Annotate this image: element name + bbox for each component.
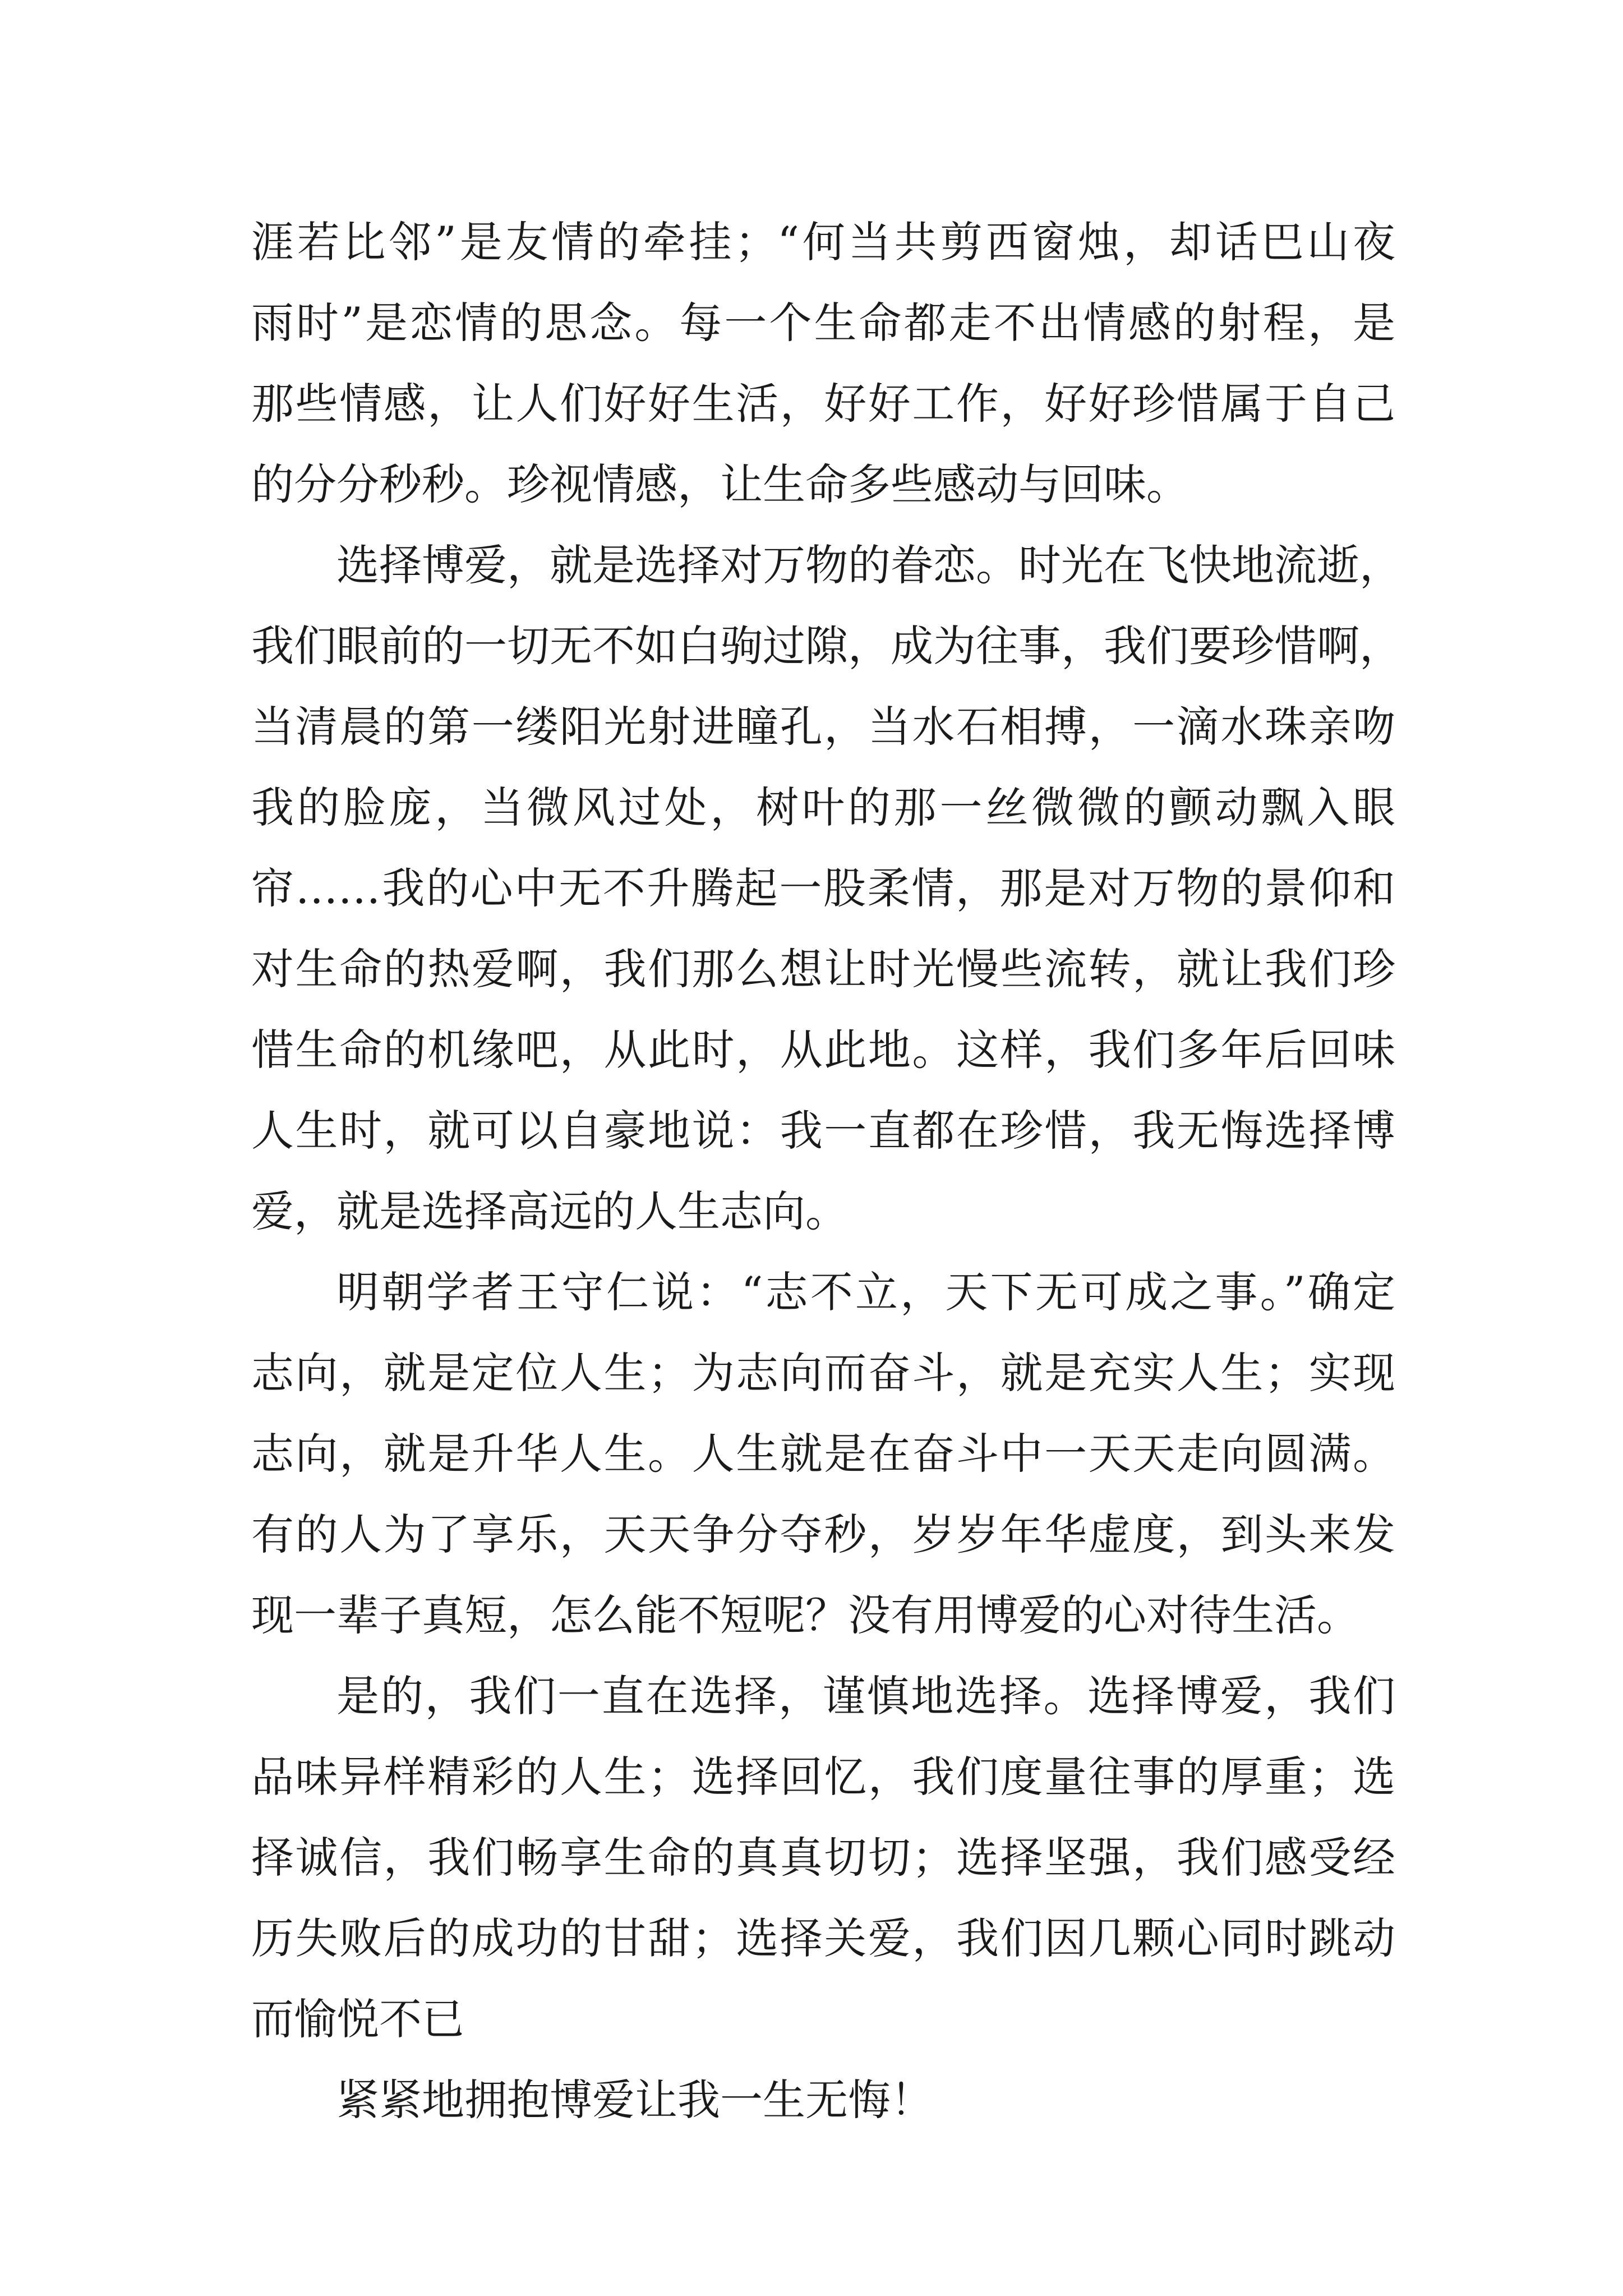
text-line: 历失败后的成功的甘甜；选择关爱，我们因几颗心同时跳动 — [251, 1913, 1395, 1963]
text-line: 现一辈子真短，怎么能不短呢？没有用博爱的心对待生活。 — [251, 1590, 1359, 1640]
text-line: 人生时，就可以自豪地说：我一直都在珍惜，我无悔选择博 — [251, 1106, 1395, 1156]
text-line: 择诚信，我们畅享生命的真真切切；选择坚强，我们感受经 — [251, 1833, 1395, 1883]
text-line: 当清晨的第一缕阳光射进瞳孔，当水石相搏，一滴水珠亲吻 — [251, 702, 1395, 752]
text-line: 帘……我的心中无不升腾起一股柔情，那是对万物的景仰和 — [251, 863, 1395, 913]
text-line: 涯若比邻”是友情的牵挂；“何当共剪西窗烛，却话巴山夜 — [251, 217, 1395, 267]
text-line: 而愉悦不已 — [251, 1994, 464, 2044]
text-line: 紧紧地拥抱博爱让我一生无悔！ — [336, 2075, 933, 2125]
text-line: 是的，我们一直在选择，谨慎地选择。选择博爱，我们 — [336, 1671, 1395, 1721]
text-line: 爱，就是选择高远的人生志向。 — [251, 1186, 848, 1236]
text-line: 雨时”是恋情的思念。每一个生命都走不出情感的射程，是 — [251, 298, 1395, 348]
text-line: 我的脸庞，当微风过处，树叶的那一丝微微的颤动飘入眼 — [251, 783, 1395, 832]
text-line: 我们眼前的一切无不如白驹过隙，成为往事，我们要珍惜啊， — [251, 621, 1402, 671]
text-line: 志向，就是定位人生；为志向而奋斗，就是充实人生；实现 — [251, 1348, 1395, 1398]
text-line: 品味异样精彩的人生；选择回忆，我们度量往事的厚重；选 — [251, 1752, 1395, 1802]
text-line: 惜生命的机缘吧，从此时，从此地。这样，我们多年后回味 — [251, 1025, 1395, 1075]
text-line: 对生命的热爱啊，我们那么想让时光慢些流转，就让我们珍 — [251, 944, 1395, 994]
text-line: 的分分秒秒。珍视情感，让生命多些感动与回味。 — [251, 459, 1189, 509]
text-line: 那些情感，让人们好好生活，好好工作，好好珍惜属于自己 — [251, 379, 1395, 429]
text-line: 选择博爱，就是选择对万物的眷恋。时光在飞快地流逝， — [336, 540, 1402, 590]
text-line: 志向，就是升华人生。人生就是在奋斗中一天天走向圆满。 — [251, 1429, 1395, 1479]
text-line: 明朝学者王守仁说：“志不立，天下无可成之事。”确定 — [336, 1267, 1395, 1317]
document-body — [251, 202, 1402, 2141]
text-line: 有的人为了享乐，天天争分夺秒，岁岁年华虚度，到头来发 — [251, 1510, 1395, 1559]
